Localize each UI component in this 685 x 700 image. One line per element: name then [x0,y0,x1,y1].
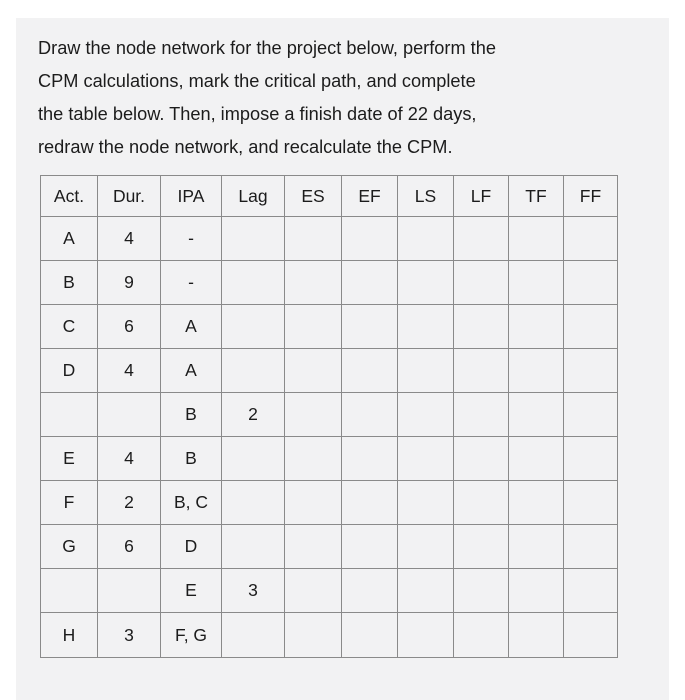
ef-cell [342,481,398,525]
es-cell [285,613,342,658]
tf-cell [509,481,564,525]
duration-cell: 3 [98,613,161,658]
duration-cell [98,393,161,437]
problem-line: redraw the node network, and recalculate the CPM. [38,137,453,157]
activity-cell: H [41,613,98,658]
es-cell [285,525,342,569]
lag-cell: 3 [222,569,285,613]
ls-cell [398,393,454,437]
es-cell [285,481,342,525]
activity-cell: C [41,305,98,349]
lf-cell [454,305,509,349]
table-row [41,305,618,349]
ff-cell [564,481,618,525]
lag-cell: 2 [222,393,285,437]
cpm-table [40,175,618,658]
duration-cell: 9 [98,261,161,305]
ls-cell [398,613,454,658]
ipa-cell: A [161,349,222,393]
ef-cell [342,525,398,569]
activity-cell: E [41,437,98,481]
lag-cell [222,525,285,569]
ipa-cell: D [161,525,222,569]
ff-cell [564,305,618,349]
lf-cell [454,261,509,305]
ipa-cell: - [161,217,222,261]
ipa-cell: A [161,305,222,349]
lag-cell [222,305,285,349]
ff-cell [564,261,618,305]
ipa-cell: - [161,261,222,305]
ff-cell [564,217,618,261]
lf-cell [454,437,509,481]
lag-cell [222,217,285,261]
problem-line: CPM calculations, mark the critical path, and complete [38,71,476,91]
lag-cell [222,481,285,525]
table-row [41,349,618,393]
activity-cell [41,393,98,437]
ipa-cell: B [161,393,222,437]
ff-cell [564,569,618,613]
ff-cell [564,613,618,658]
column-header-ipa: IPA [161,176,222,217]
duration-cell [98,569,161,613]
tf-cell [509,217,564,261]
ipa-cell: E [161,569,222,613]
activity-cell: G [41,525,98,569]
tf-cell [509,613,564,658]
ef-cell [342,393,398,437]
column-header-tf: TF [509,176,564,217]
es-cell [285,569,342,613]
ipa-cell: B, C [161,481,222,525]
lf-cell [454,569,509,613]
ls-cell [398,217,454,261]
duration-cell: 6 [98,525,161,569]
table-row [41,525,618,569]
lag-cell [222,261,285,305]
problem-statement [38,32,638,164]
ff-cell [564,525,618,569]
activity-cell: B [41,261,98,305]
lf-cell [454,481,509,525]
activity-cell: F [41,481,98,525]
table-row [41,217,618,261]
lag-cell [222,613,285,658]
problem-line: Draw the node network for the project below, perform the [38,38,496,58]
duration-cell: 2 [98,481,161,525]
lf-cell [454,613,509,658]
ef-cell [342,613,398,658]
duration-cell: 4 [98,437,161,481]
column-header-duration: Dur. [98,176,161,217]
column-header-ff: FF [564,176,618,217]
es-cell [285,437,342,481]
table-row [41,393,618,437]
ef-cell [342,349,398,393]
column-header-activity: Act. [41,176,98,217]
ls-cell [398,437,454,481]
lag-cell [222,437,285,481]
duration-cell: 6 [98,305,161,349]
ls-cell [398,349,454,393]
table-row [41,481,618,525]
lf-cell [454,525,509,569]
table-row [41,437,618,481]
tf-cell [509,349,564,393]
es-cell [285,261,342,305]
tf-cell [509,525,564,569]
ef-cell [342,437,398,481]
activity-cell: A [41,217,98,261]
lf-cell [454,393,509,437]
ls-cell [398,525,454,569]
table-row [41,613,618,658]
ls-cell [398,569,454,613]
table-row [41,261,618,305]
lag-cell [222,349,285,393]
ef-cell [342,261,398,305]
tf-cell [509,261,564,305]
problem-line: the table below. Then, impose a finish date of 22 days, [38,104,477,124]
ff-cell [564,393,618,437]
ef-cell [342,217,398,261]
ef-cell [342,305,398,349]
column-header-lf: LF [454,176,509,217]
table-row [41,569,618,613]
activity-cell [41,569,98,613]
column-header-lag: Lag [222,176,285,217]
ef-cell [342,569,398,613]
es-cell [285,305,342,349]
ls-cell [398,481,454,525]
column-header-ef: EF [342,176,398,217]
table-header-row [41,176,618,217]
ipa-cell: F, G [161,613,222,658]
tf-cell [509,393,564,437]
lf-cell [454,349,509,393]
es-cell [285,217,342,261]
lf-cell [454,217,509,261]
ls-cell [398,305,454,349]
ipa-cell: B [161,437,222,481]
column-header-ls: LS [398,176,454,217]
tf-cell [509,437,564,481]
es-cell [285,393,342,437]
column-header-es: ES [285,176,342,217]
es-cell [285,349,342,393]
ls-cell [398,261,454,305]
ff-cell [564,437,618,481]
activity-cell: D [41,349,98,393]
ff-cell [564,349,618,393]
tf-cell [509,569,564,613]
tf-cell [509,305,564,349]
duration-cell: 4 [98,217,161,261]
duration-cell: 4 [98,349,161,393]
